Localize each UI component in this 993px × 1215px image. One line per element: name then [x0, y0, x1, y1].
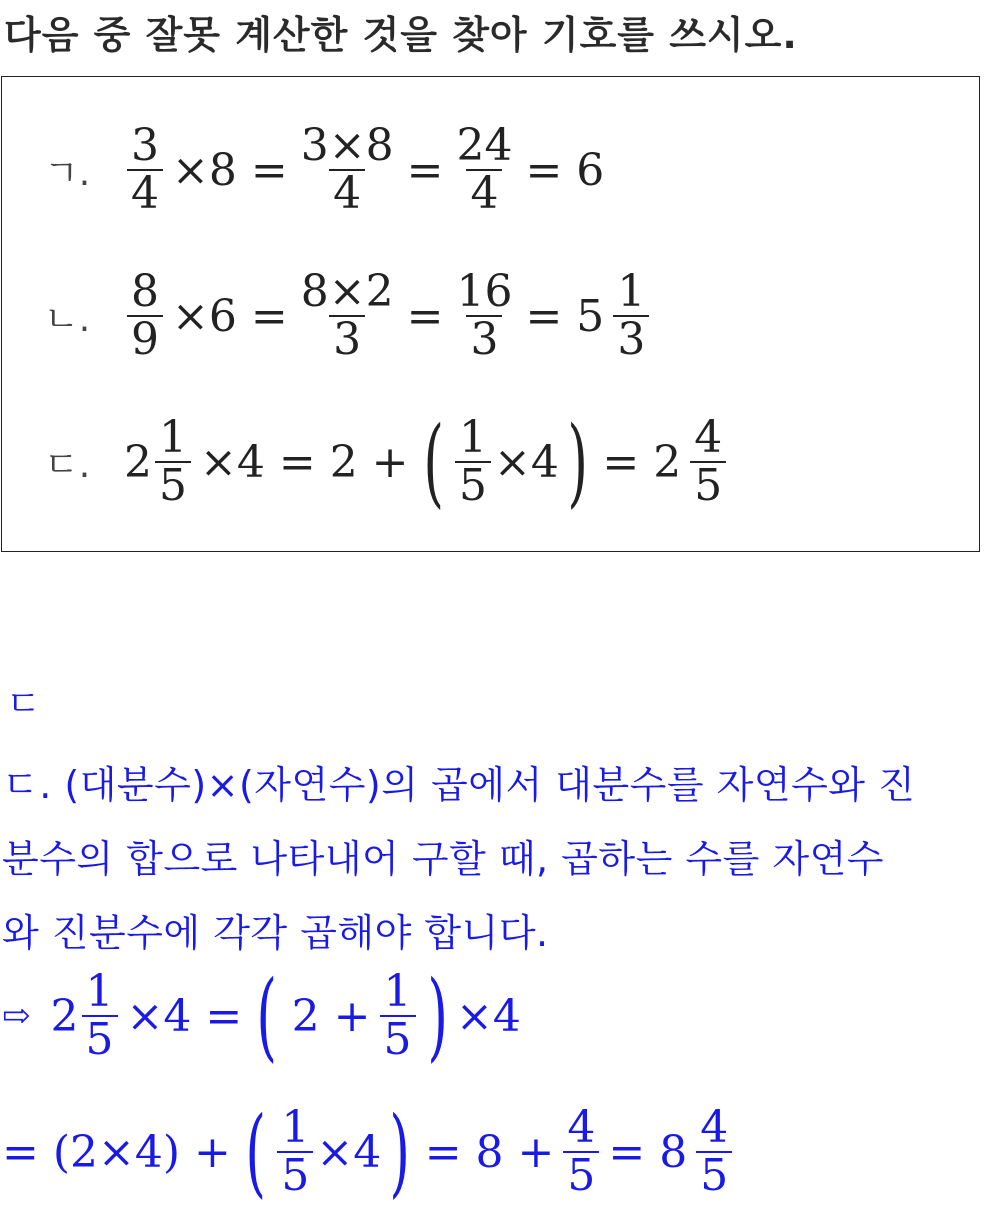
- fraction: $\frac{1}{5}$: [455, 415, 491, 509]
- left-paren: (: [256, 960, 278, 1072]
- item-label: ㄴ.: [44, 298, 91, 340]
- fraction: $\frac{3\times 8}{4}$: [300, 119, 394, 219]
- item-c: [44, 387, 729, 537]
- left-paren: (: [245, 1096, 266, 1208]
- fraction: $\frac{4}{5}$: [696, 1105, 732, 1199]
- solution-line-2: = (2×4) + ( $\frac{1}{5}$ ×4 ) = 8 + $\frac{4}{5}$ = 8 $\frac{4}{5}$: [2, 1104, 735, 1200]
- fraction: $\frac{8}{9}$: [127, 269, 163, 363]
- fraction: $\frac{1}{3}$: [613, 269, 649, 363]
- fraction: $\frac{4}{5}$: [563, 1105, 599, 1199]
- item-a: [44, 95, 610, 245]
- arrow-icon: ⇨: [2, 996, 31, 1036]
- fraction: $\frac{1}{5}$: [155, 415, 191, 509]
- fraction: $\frac{1}{5}$: [380, 969, 416, 1063]
- problem-box: [1, 76, 980, 552]
- question-text: 다음 중 잘못 계산한 것을 찾아 기호를 쓰시오.: [4, 13, 798, 57]
- fraction: $\frac{16}{3}$: [456, 265, 513, 365]
- explanation: [2, 748, 990, 970]
- right-paren: ): [426, 960, 448, 1072]
- item-label: ㄱ.: [44, 152, 91, 194]
- explanation-line: ㄷ. (대분수)×(자연수)의 곱에서 대분수를 자연수와 진: [2, 763, 916, 807]
- item-label: ㄷ.: [44, 444, 91, 486]
- fraction: $\frac{8\times 2}{3}$: [300, 265, 394, 365]
- right-paren: ): [389, 1096, 411, 1208]
- explanation-line: 분수의 합으로 나타내어 구할 때, 곱하는 수를 자연수: [2, 837, 885, 881]
- left-paren: (: [422, 406, 444, 518]
- fraction: $\frac{1}{5}$: [82, 969, 118, 1063]
- item-b: [44, 241, 652, 391]
- item-a-math: $\frac{3}{4}$ ×8 = $\frac{3\times 8}{4}$ = $\frac{24}{4}$ = 6: [124, 123, 610, 217]
- right-paren: ): [567, 406, 588, 518]
- fraction: $\frac{4}{5}$: [690, 415, 726, 509]
- explanation-line: 와 진분수에 각각 곱해야 합니다.: [2, 911, 549, 955]
- fraction: $\frac{24}{4}$: [456, 119, 513, 219]
- item-c-math: 2 $\frac{1}{5}$ ×4 = 2 + ( $\frac{1}{5}$ ×4 ) = 2 $\frac{4}{5}$: [124, 414, 729, 510]
- solution-line-1: ⇨ 2 $\frac{1}{5}$ ×4 = ( 2 + $\frac{1}{5}$ ) ×4: [2, 960, 521, 1072]
- fraction: $\frac{3}{4}$: [127, 123, 163, 217]
- item-b-math: $\frac{8}{9}$ ×6 = $\frac{8\times 2}{3}$ = $\frac{16}{3}$ = 5 $\frac{1}{3}$: [124, 269, 652, 363]
- answer: ㄷ: [6, 684, 41, 725]
- fraction: $\frac{1}{5}$: [277, 1105, 313, 1199]
